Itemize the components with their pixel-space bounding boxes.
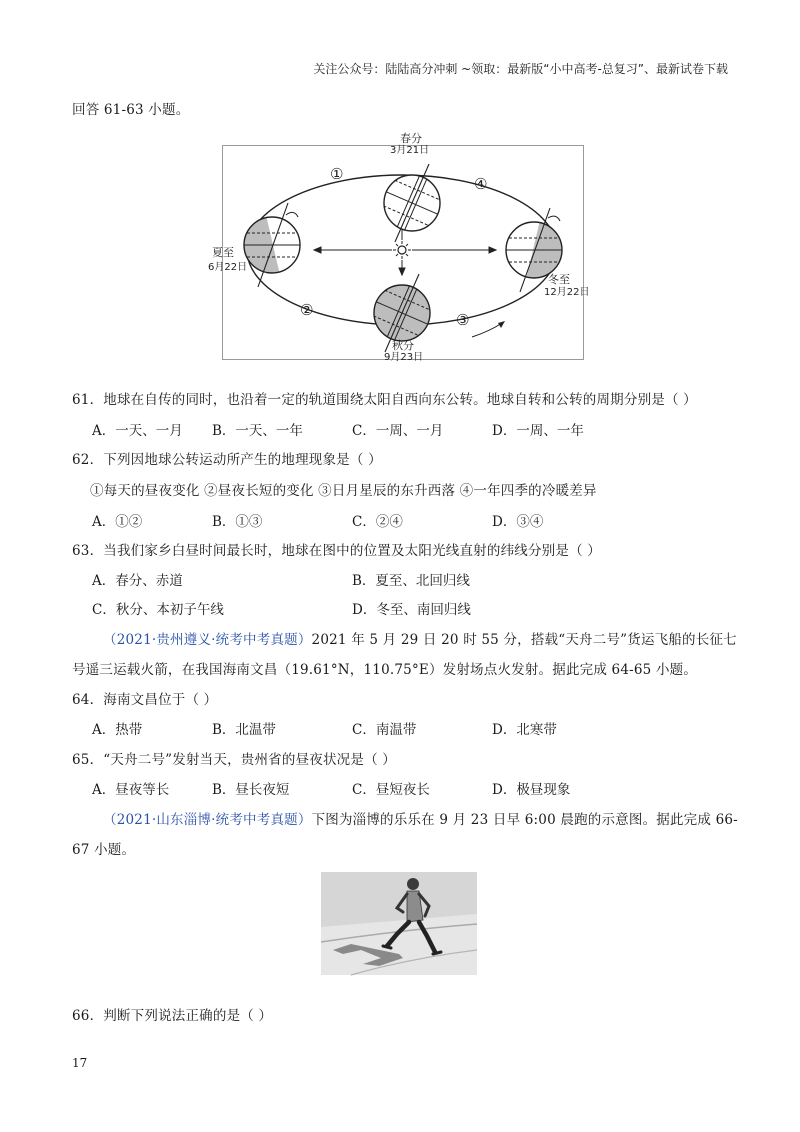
winter-label: 冬至 [548, 273, 570, 286]
q62-option-d: D．③④ [492, 514, 544, 530]
passage3-text1: 下图为淄博的乐乐在 9 月 23 日早 6:00 晨跑的示意图。据此完成 66- [311, 812, 738, 828]
summer-label: 夏至 [212, 246, 234, 259]
summer-date: 6月22日 [208, 262, 248, 273]
page-number: 17 [72, 1056, 88, 1070]
q64-option-b: B．北温带 [212, 722, 276, 738]
q64-option-a: A．热带 [92, 722, 143, 738]
q65-stem: 65．“天舟二号”发射当天，贵州省的昼夜状况是（ ） [72, 752, 396, 768]
q65-option-c: C．昼短夜长 [352, 782, 430, 798]
q63-option-b: B．夏至、北回归线 [352, 573, 470, 589]
q62-option-b: B．①③ [212, 514, 263, 530]
q66-stem: 66．判断下列说法正确的是（ ） [72, 1008, 273, 1024]
earth-summer [242, 203, 302, 287]
sun-icon [393, 241, 411, 259]
intro-text: 回答 61-63 小题。 [72, 102, 190, 118]
q61-option-b: B．一天、一年 [212, 423, 303, 439]
q62-option-a: A．①② [92, 514, 143, 530]
q62-stem: 62．下列因地球公转运动所产生的地理现象是（ ） [72, 452, 382, 468]
q63-stem: 63．当我们家乡白昼时间最长时，地球在图中的位置及太阳光线直射的纬线分别是（ ） [72, 543, 601, 559]
earth-orbit-diagram [208, 132, 590, 363]
passage3-source: （2021·山东淄博·统考中考真题） [103, 812, 312, 828]
autumn-label: 秋分 [392, 339, 414, 352]
autumn-date: 9月23日 [384, 352, 424, 363]
q64-option-d: D．北寒带 [492, 722, 557, 738]
page-header: 关注公众号：陆陆高分冲刺 ~领取：最新版“小中高考-总复习”、最新试卷下载 [313, 62, 728, 76]
spring-label: 春分 [400, 132, 422, 145]
q63-option-a: A．春分、赤道 [92, 573, 183, 589]
q61-stem: 61．地球在自传的同时，也沿着一定的轨道围绕太阳自西向东公转。地球自转和公转的周期分别是（ ） [72, 392, 697, 408]
q62-option-c: C．②④ [352, 514, 403, 530]
passage2-source: （2021·贵州遵义·统考中考真题） [103, 632, 312, 648]
q61-option-c: C．一周、一月 [352, 423, 444, 439]
q62-items: ①每天的昼夜变化 ②昼夜长短的变化 ③日月星辰的东升西落 ④一年四季的冷暖差异 [90, 483, 597, 499]
marker-1: ① [330, 165, 344, 183]
runner-illustration [321, 872, 477, 975]
winter-date: 12月22日 [544, 287, 590, 298]
passage3-line1 [103, 808, 738, 828]
q65-option-a: A．昼夜等长 [92, 782, 170, 798]
q65-option-d: D．极昼现象 [492, 782, 571, 798]
q63-option-c: C．秋分、本初子午线 [92, 602, 224, 618]
passage2-text2: 号遥三运载火箭，在我国海南文昌（19.61°N，110.75°E）发射场点火发射。据此完成 64-65 小题。 [72, 662, 698, 678]
q61-option-a: A．一天、一月 [92, 423, 183, 439]
passage2-text1: 2021 年 5 月 29 日 20 时 55 分，搭载“天舟二号”货运飞船的长征七 [311, 632, 737, 648]
passage2-line1 [103, 628, 737, 648]
spring-date: 3月21日 [390, 145, 430, 156]
direction-arrow-icon [472, 321, 505, 337]
marker-2: ② [300, 301, 314, 319]
marker-4: ④ [474, 175, 488, 193]
passage3-text2: 67 小题。 [72, 842, 136, 858]
q65-option-b: B．昼长夜短 [212, 782, 290, 798]
q64-option-c: C．南温带 [352, 722, 417, 738]
q63-option-d: D．冬至、南回归线 [352, 602, 471, 618]
marker-3: ③ [456, 311, 470, 329]
q61-option-d: D．一周、一年 [492, 423, 584, 439]
q64-stem: 64．海南文昌位于（ ） [72, 692, 218, 708]
